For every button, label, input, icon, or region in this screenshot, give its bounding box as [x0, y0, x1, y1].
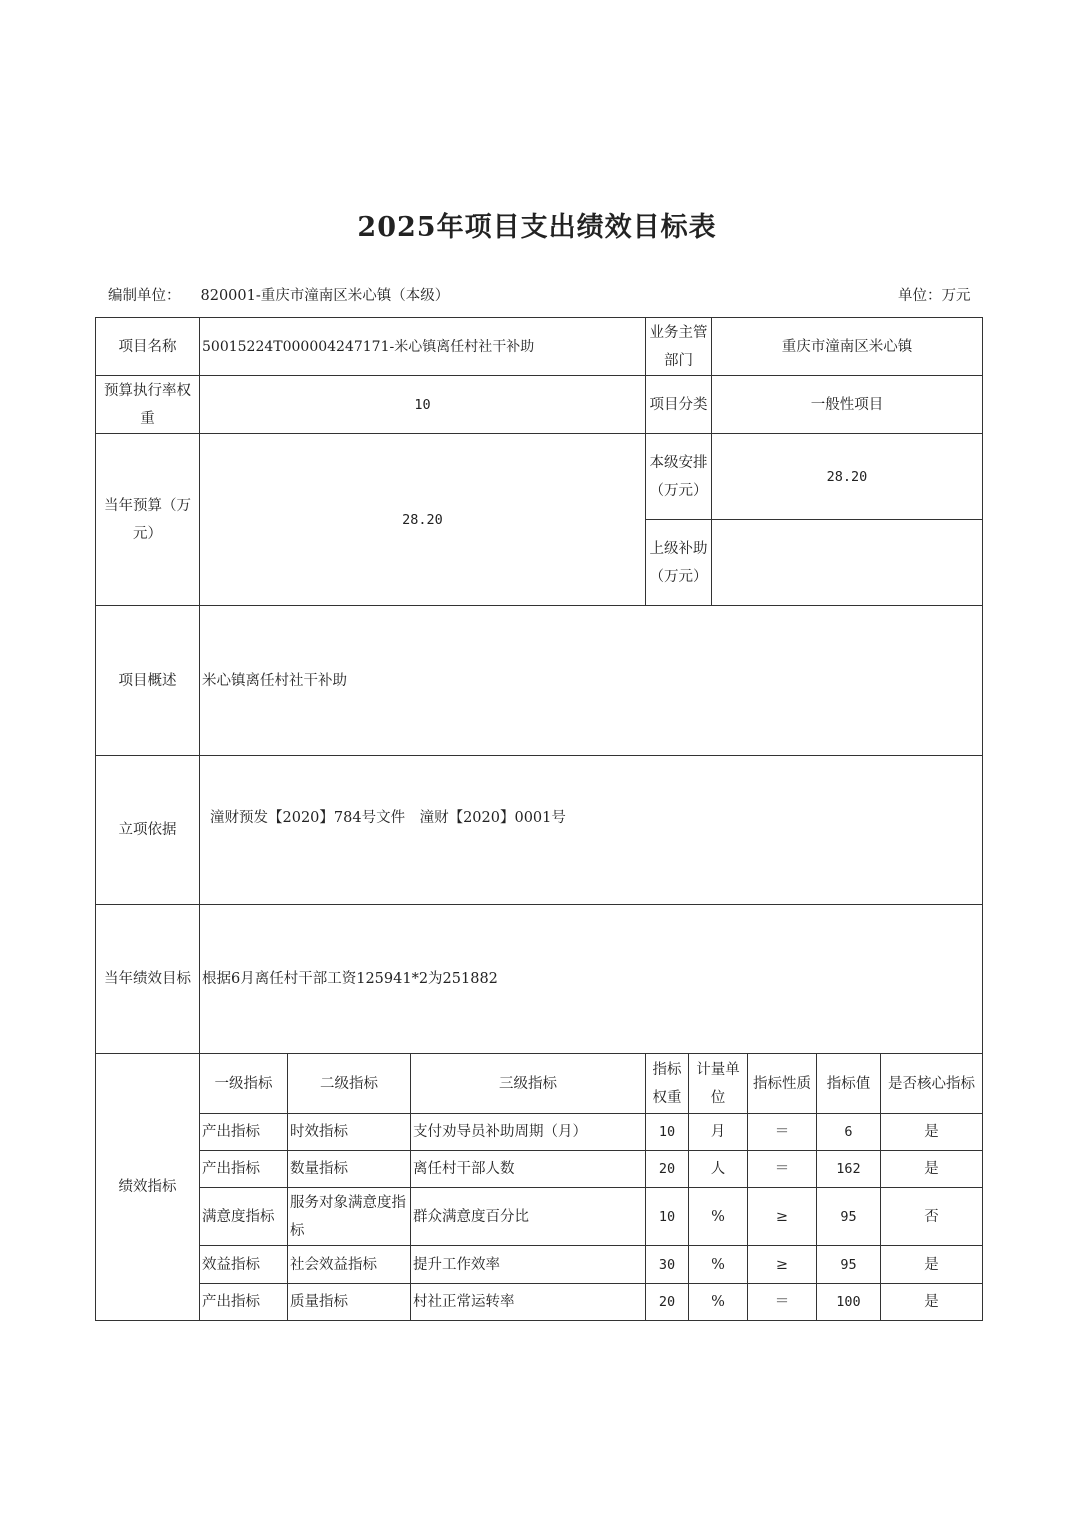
page-title: 2025年项目支出绩效目标表 [357, 212, 717, 243]
weight-value: 10 [200, 376, 646, 434]
indicator-core: 是 [881, 1246, 983, 1284]
header-weight: 指标权重 [646, 1054, 689, 1114]
indicator-nature: ≥ [748, 1188, 817, 1246]
indicator-value: 100 [817, 1284, 881, 1321]
header-level2: 二级指标 [288, 1054, 411, 1114]
header-nature: 指标性质 [748, 1054, 817, 1114]
indicator-value: 95 [817, 1188, 881, 1246]
indicator-value: 6 [817, 1114, 881, 1151]
indicator-unit: % [689, 1188, 748, 1246]
header-core: 是否核心指标 [881, 1054, 983, 1114]
indicator-value: 95 [817, 1246, 881, 1284]
basis-value: 潼财预发【2020】784号文件 潼财【2020】0001号 [200, 756, 983, 905]
indicator-unit: % [689, 1284, 748, 1321]
indicator-level2: 社会效益指标 [288, 1246, 411, 1284]
indicator-weight: 20 [646, 1284, 689, 1321]
indicator-level1: 效益指标 [200, 1246, 288, 1284]
indicator-level3: 离任村干部人数 [411, 1151, 646, 1188]
weight-label: 预算执行率权重 [96, 376, 200, 434]
basis-label: 立项依据 [96, 756, 200, 905]
indicator-row [96, 1114, 983, 1151]
indicator-level3: 支付劝导员补助周期（月） [411, 1114, 646, 1151]
indicator-core: 是 [881, 1284, 983, 1321]
org-value: 820001-重庆市潼南区米心镇（本级） [200, 288, 450, 304]
indicator-row [96, 1284, 983, 1321]
header-value: 指标值 [817, 1054, 881, 1114]
row-goal [96, 905, 983, 1054]
row-overview [96, 606, 983, 756]
indicator-level1: 产出指标 [200, 1284, 288, 1321]
indicator-nature: ＝ [748, 1114, 817, 1151]
indicators-label: 绩效指标 [96, 1054, 200, 1321]
dept-value: 重庆市潼南区米心镇 [712, 318, 983, 376]
indicator-row [96, 1188, 983, 1246]
org-label: 编制单位： [108, 288, 181, 304]
indicator-core: 否 [881, 1188, 983, 1246]
indicator-unit: 月 [689, 1114, 748, 1151]
indicator-level2: 时效指标 [288, 1114, 411, 1151]
row-basis [96, 756, 983, 905]
indicator-core: 是 [881, 1114, 983, 1151]
local-value: 28.20 [712, 434, 983, 520]
header-level3: 三级指标 [411, 1054, 646, 1114]
indicator-unit: % [689, 1246, 748, 1284]
row-budget-local [96, 434, 983, 520]
overview-value: 米心镇离任村社干补助 [200, 606, 983, 756]
org-line [108, 284, 449, 305]
indicator-level1: 产出指标 [200, 1114, 288, 1151]
indicator-weight: 20 [646, 1151, 689, 1188]
unit-label: 单位：万元 [898, 288, 971, 304]
goal-value: 根据6月离任村干部工资125941*2为251882 [200, 905, 983, 1054]
indicator-weight: 10 [646, 1188, 689, 1246]
project-name-value: 50015224T000004247171-米心镇离任村社干补助 [200, 318, 646, 376]
budget-label: 当年预算（万元） [96, 434, 200, 606]
indicator-weight: 10 [646, 1114, 689, 1151]
indicator-level2: 服务对象满意度指标 [288, 1188, 411, 1246]
category-label: 项目分类 [646, 376, 712, 434]
budget-value: 28.20 [200, 434, 646, 606]
row-weight [96, 376, 983, 434]
indicator-row [96, 1246, 983, 1284]
indicator-level1: 满意度指标 [200, 1188, 288, 1246]
indicator-level1: 产出指标 [200, 1151, 288, 1188]
indicator-level3: 村社正常运转率 [411, 1284, 646, 1321]
indicator-header-row [96, 1054, 983, 1114]
overview-label: 项目概述 [96, 606, 200, 756]
indicator-weight: 30 [646, 1246, 689, 1284]
upper-label: 上级补助（万元） [646, 520, 712, 606]
indicator-nature: ＝ [748, 1284, 817, 1321]
indicator-unit: 人 [689, 1151, 748, 1188]
header-level1: 一级指标 [200, 1054, 288, 1114]
category-value: 一般性项目 [712, 376, 983, 434]
indicator-level2: 质量指标 [288, 1284, 411, 1321]
indicator-nature: ＝ [748, 1151, 817, 1188]
performance-table [95, 317, 983, 1321]
dept-label: 业务主管部门 [646, 318, 712, 376]
indicator-level3: 提升工作效率 [411, 1246, 646, 1284]
indicator-value: 162 [817, 1151, 881, 1188]
indicator-level3: 群众满意度百分比 [411, 1188, 646, 1246]
indicator-core: 是 [881, 1151, 983, 1188]
local-label: 本级安排（万元） [646, 434, 712, 520]
goal-label: 当年绩效目标 [96, 905, 200, 1054]
project-name-label: 项目名称 [96, 318, 200, 376]
row-project-name [96, 318, 983, 376]
indicator-level2: 数量指标 [288, 1151, 411, 1188]
indicator-nature: ≥ [748, 1246, 817, 1284]
indicator-row [96, 1151, 983, 1188]
upper-value [712, 520, 983, 606]
header-unit: 计量单位 [689, 1054, 748, 1114]
